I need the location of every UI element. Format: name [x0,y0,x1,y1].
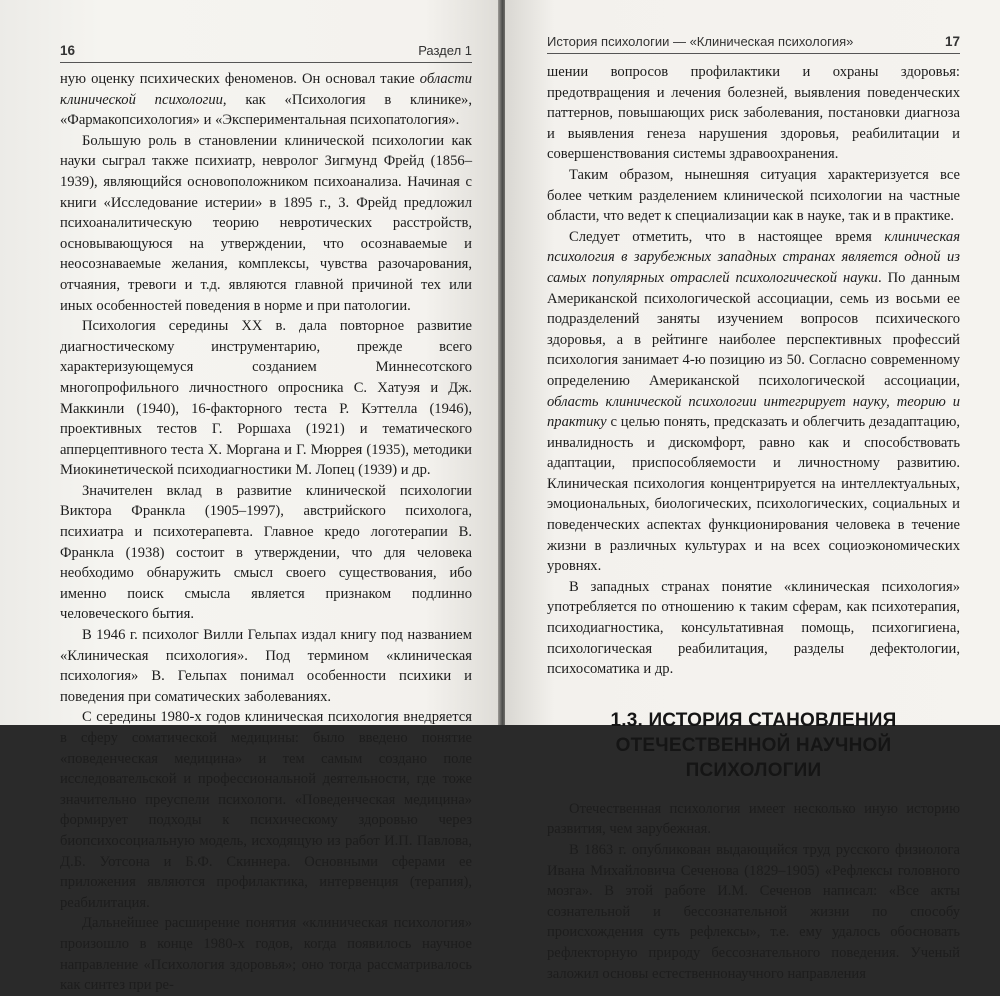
text-run: Психология середины XX в. дала повторное развитие диагностическому инструментарию, прежде всего характеризующемуся созданием Миннесотского многопрофильного личностного опросника С. Хатуэя и Дж. Маккинли (1940), 16-факторного теста Р. Кэттелла (1946), проективных тестов Г. Роршаха (1921) и тематического апперцептивного теста Х. Моргана и Г. Мюррея (1935), методики Миокинетической психодиагностики М. Лопец (1939) и др. [60,318,472,479]
paragraph [60,481,472,625]
right-body-text [547,62,960,984]
text-run: В 1946 г. психолог Вилли Гельпах издал книгу под названием «Клиническая психология». Под термином «клиническая психология» В. Гельпах понимал особенности психики и поведения при соматических заболеваниях. [60,627,472,705]
left-running-head [60,33,472,63]
text-run: В 1863 г. опубликован выдающийся труд русского физиолога Ивана Михайловича Сеченова (1829–1905) «Рефлексы головного мозга». В этой работе И.М. Сеченов написал: «Все акты сознательной и бессознательной жизни по способу происхождения суть рефлексы», т.е. ему удалось обосновать рефлекторную природу бессознательного поведения. Ученый заложил основы естественнонаучного направления [547,842,960,982]
section-heading [547,708,960,783]
text-run: ную оценку психических феноменов. Он основал такие [60,71,420,87]
paragraph-group [547,799,960,984]
paragraph [60,707,472,913]
paragraph [60,625,472,707]
paragraph [547,799,960,840]
emphasized-text: область клинической психологии интегрирует науку, теорию и практику [547,393,960,431]
page-number: 17 [944,34,960,49]
text-run: В западных странах понятие «клиническая психология» употребляется по отношению к таким сферам, как психотерапия, психодиагностика, консультативная помощь, психогигиена, психологическая реабилитация, разделы дефектологии, психосоматика и др. [547,578,960,678]
paragraph [547,165,960,227]
section-label: Раздел 1 [418,43,472,58]
paragraph [547,840,960,984]
text-run: Дальнейшее расширение понятия «клиническая психология» произошло в конце 1980-х годов, когда появилось научное направление «Психология здоровья»; оно тогда рассматривалось как синтез при ре- [60,915,472,994]
emphasized-text: клиническая психология в зарубежных западных странах является одной из самых популярных отраслей психологической науки [547,228,960,286]
text-run: С середины 1980-х годов клиническая психология внедряется в сферу соматической медицины: было введено понятие «поведенческая медицина» и тем самым создано поле исследовательской и профессиональной деятельности, где тоже значительно преуспели психологи. «Поведенческая медицина» формирует подходы к психическому здоровью через биопсихосоциальную модель, исходящую из работ И.П. Павлова, Д.Б. Уотсона и Б.Ф. Скиннера. Основными сферами ее приложения являются профилактика, интервенция (терапия), реабилитация. [60,709,472,911]
text-run: Следует отметить, что в настоящее время [569,228,885,245]
chapter-label: История психологии — «Клиническая психология» [547,34,854,49]
right-page [505,0,1000,982]
left-body-text [60,69,472,996]
text-run: Отечественная психология имеет несколько иную историю развития, чем зарубежная. [547,800,960,838]
text-run: шении вопросов профилактики и охраны здоровья: предотвращения и лечения болезней, выявления поведенческих паттернов, повышающих риск заболевания, постановки диагноза и выявления генеза нарушения здоровья, реабилитации и совершенствования системы здравоохранения. [547,64,960,163]
paragraph [60,69,472,131]
emphasized-text: области клинической психологии [60,71,472,108]
text-run: , как «Психология в клинике», «Фармакопсихология» и «Экспериментальная психопатология». [60,91,472,129]
section-heading-line: ОТЕЧЕСТВЕННОЙ НАУЧНОЙ ПСИХОЛОГИИ [615,734,892,781]
section-heading-line: 1.3. ИСТОРИЯ СТАНОВЛЕНИЯ [610,709,897,731]
paragraph [547,62,960,165]
text-run: Большую роль в становлении клинической психологии как науки сыграл также психиатр, невролог Зигмунд Фрейд (1856–1939), являющийся основоположником психоанализа. Начиная с книги «Исследование истерии» в 1895 г., З. Фрейд предложил психоаналитическую теорию невротических расстройств, основывающуюся на утверждении, что осознаваемые и неосознаваемые желания, комплексы, чувства разочарования, отчаяния, тревоги и т.д. являются главной причиной тех или иных особенностей поведения в норме и при патологии. [60,132,472,314]
paragraph [60,913,472,995]
paragraph [547,227,960,577]
paragraph [547,577,960,680]
left-page [0,0,500,994]
paragraph-group [547,62,960,680]
page-number: 16 [60,43,76,58]
text-run: Значителен вклад в развитие клинической психологии Виктора Франкла (1905–1997), австрийского психолога, психиатра и психотерапевта. Главное кредо логотерапии В. Франкла (1938) состоит в утверждении, что для человека необходимо обнаружить смысл своего существования, ибо именно поиск смысла является признаком подлинно человеческого бытия. [60,482,472,623]
paragraph [60,131,472,316]
text-run: с целью понять, предсказать и облегчить дезадаптацию, инвалидность и дискомфорт, равно как и способствовать адаптации, приспособляемости и личностному развитию. Клиническая психология концентрируется на интеллектуальных, эмоциональных, биологических, психологических, социальных и поведенческих аспектах функционирования человека в течение жизни в различных культурах и на всех социоэкономических уровнях. [547,414,960,575]
paragraph [60,316,472,481]
text-run: Таким образом, нынешняя ситуация характеризуется все более четким разделением клинической психологии на частные области, что ведет к специализации как в науке, так и в практике. [547,166,960,225]
text-run: . По данным Американской психологической ассоциации, семь из восьми ее подразделений заняты изучением вопросов психического здоровья, а в рейтинге наиболее перспективных профессий психология занимает 4-ю позицию из 50. Согласно современному определению Американской психологической ассоциации, [547,269,960,389]
right-running-head [547,24,960,54]
